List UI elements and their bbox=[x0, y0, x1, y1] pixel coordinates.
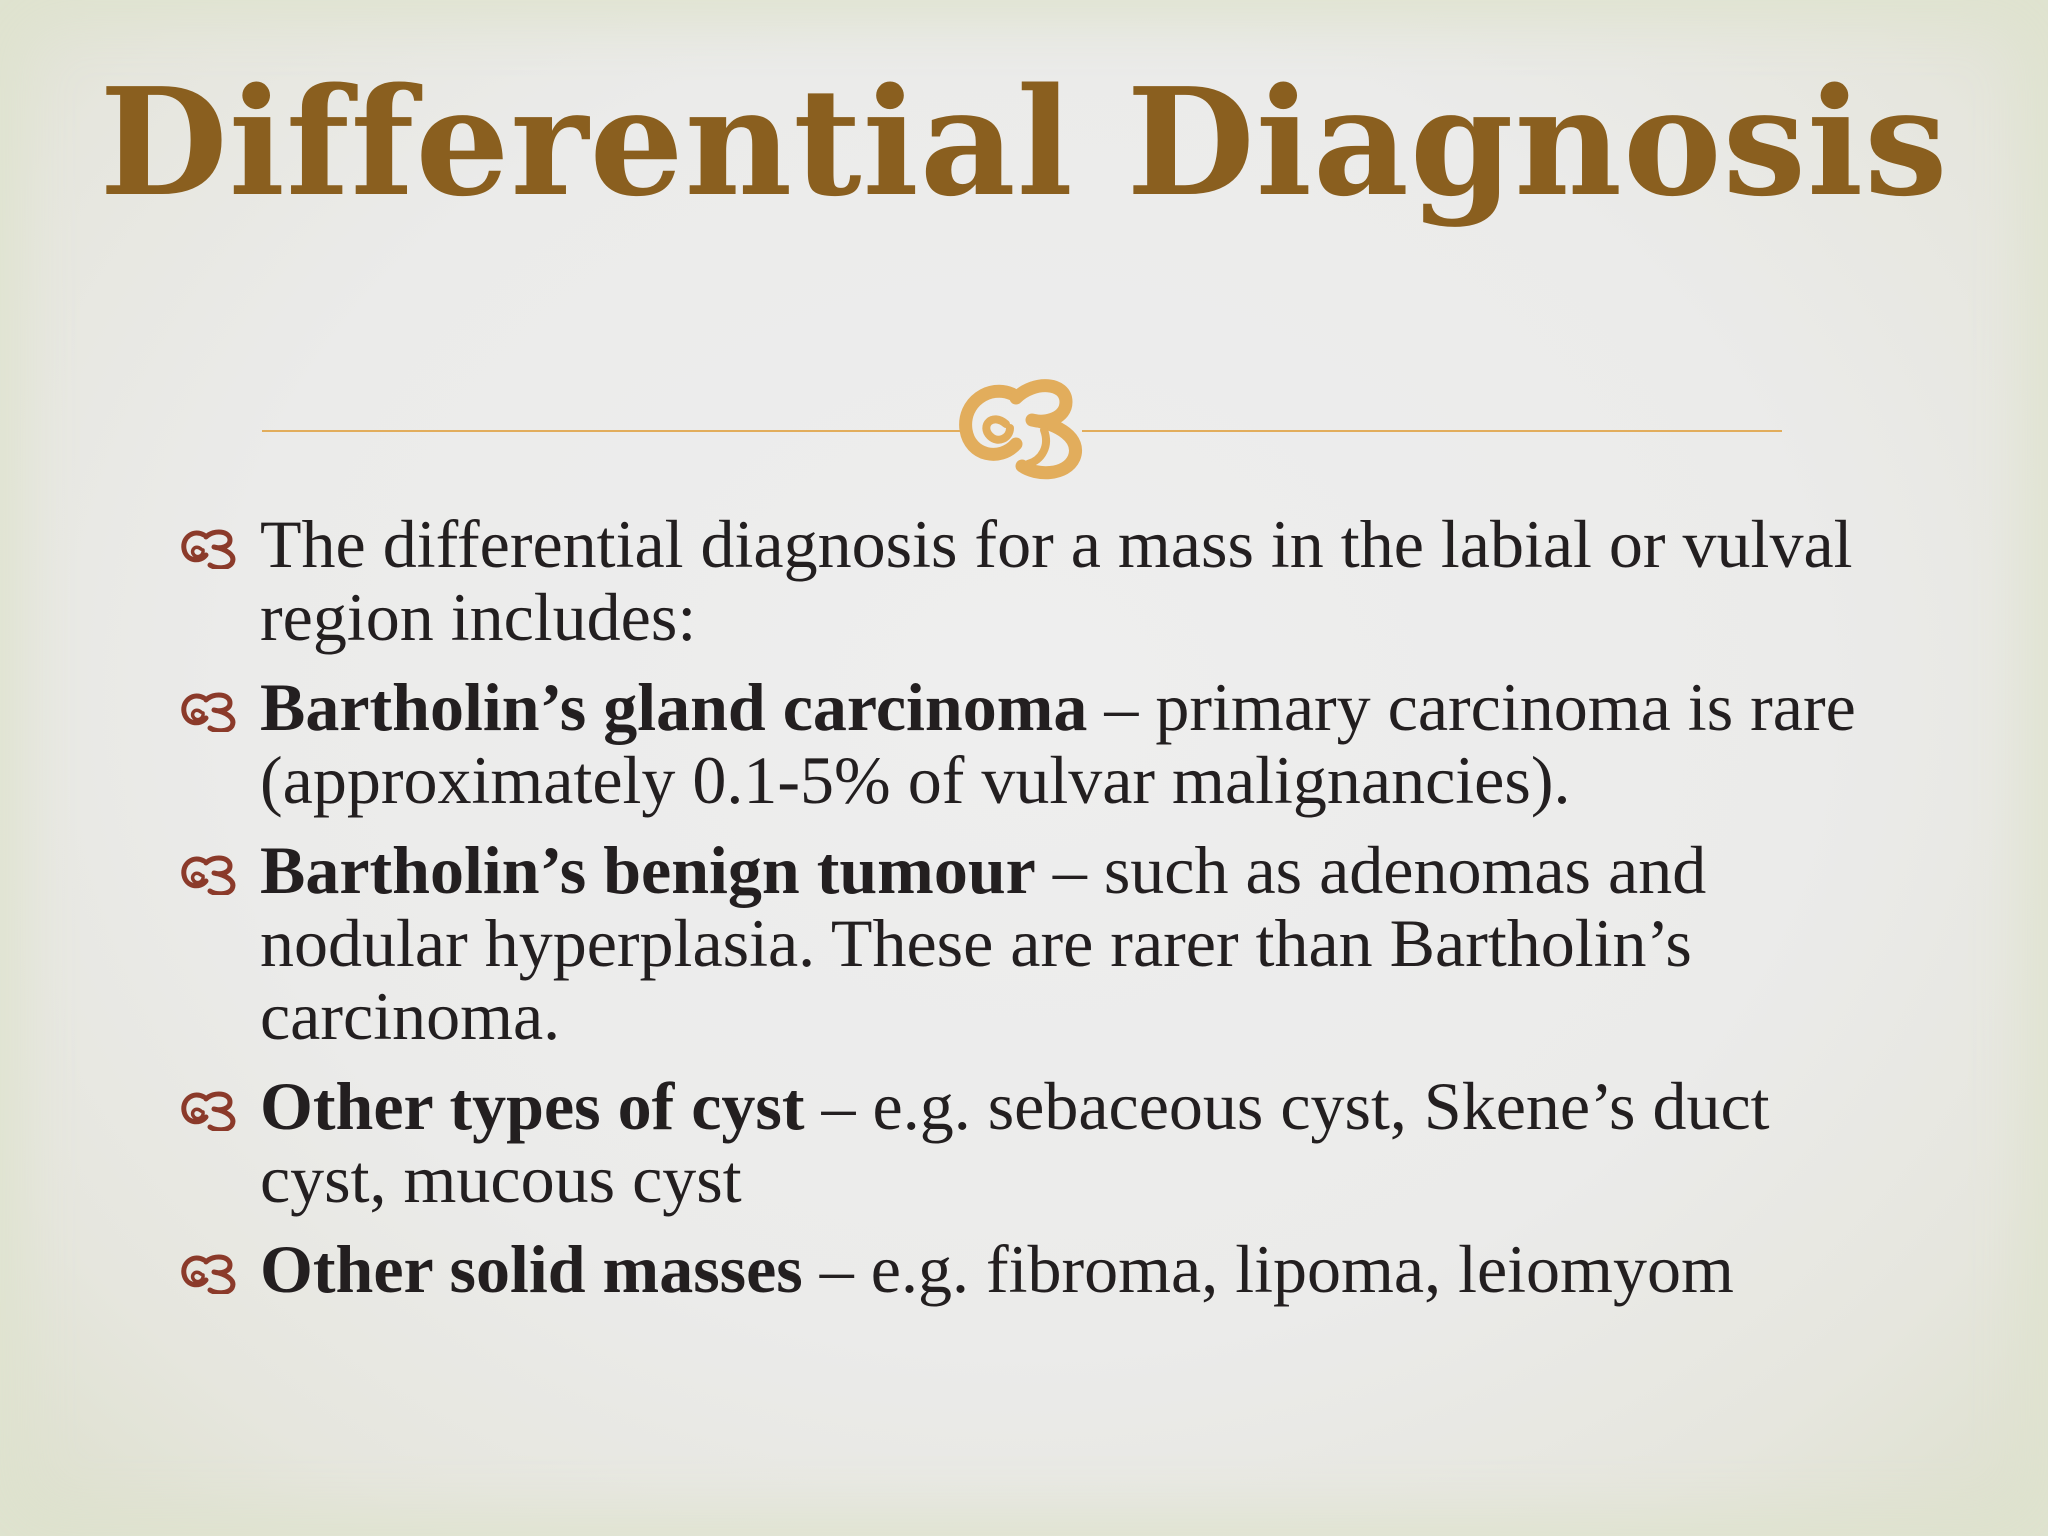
bullet-text: primary carcinoma is rare (approximately 0.1-5% of vulvar malignancies). bbox=[260, 669, 1856, 818]
bullet-text: e.g. fibroma, lipoma, leiomyom bbox=[870, 1231, 1734, 1307]
bullet-text: e.g. sebaceous cyst, Skene’s duct cyst, mucous cyst bbox=[260, 1068, 1770, 1217]
list-item bbox=[178, 834, 1898, 1053]
slide-title: Differential Diagnosis bbox=[99, 55, 1949, 229]
list-item bbox=[178, 508, 1898, 654]
list-item bbox=[178, 671, 1898, 817]
flourish-bullet-icon bbox=[178, 525, 244, 569]
flourish-bullet-icon bbox=[178, 688, 244, 732]
flourish-bullet-icon bbox=[178, 1250, 244, 1294]
bullet-text: The differential diagnosis for a mass in the labial or vulval region includes: bbox=[260, 506, 1853, 655]
bullet-list bbox=[178, 508, 1898, 1323]
flourish-bullet-icon bbox=[178, 1087, 244, 1131]
ornament-rule-left bbox=[262, 430, 962, 432]
flourish-ornament-icon bbox=[950, 372, 1100, 482]
bullet-separator: – bbox=[1035, 832, 1104, 908]
bullet-term: Bartholin’s gland carcinoma bbox=[260, 669, 1088, 745]
bullet-separator: – bbox=[1087, 669, 1156, 745]
list-item bbox=[178, 1070, 1898, 1216]
bullet-term: Bartholin’s benign tumour bbox=[260, 832, 1036, 908]
bullet-separator: – bbox=[802, 1231, 871, 1307]
bullet-separator: – bbox=[804, 1068, 873, 1144]
ornament-rule-right bbox=[1082, 430, 1782, 432]
bullet-text: such as adenomas and nodular hyperplasia. These are rarer than Bartholin’s carcinoma. bbox=[260, 832, 1707, 1054]
bullet-term: Other types of cyst bbox=[260, 1068, 805, 1144]
flourish-bullet-icon bbox=[178, 851, 244, 895]
list-item bbox=[178, 1233, 1898, 1306]
bullet-term: Other solid masses bbox=[260, 1231, 803, 1307]
